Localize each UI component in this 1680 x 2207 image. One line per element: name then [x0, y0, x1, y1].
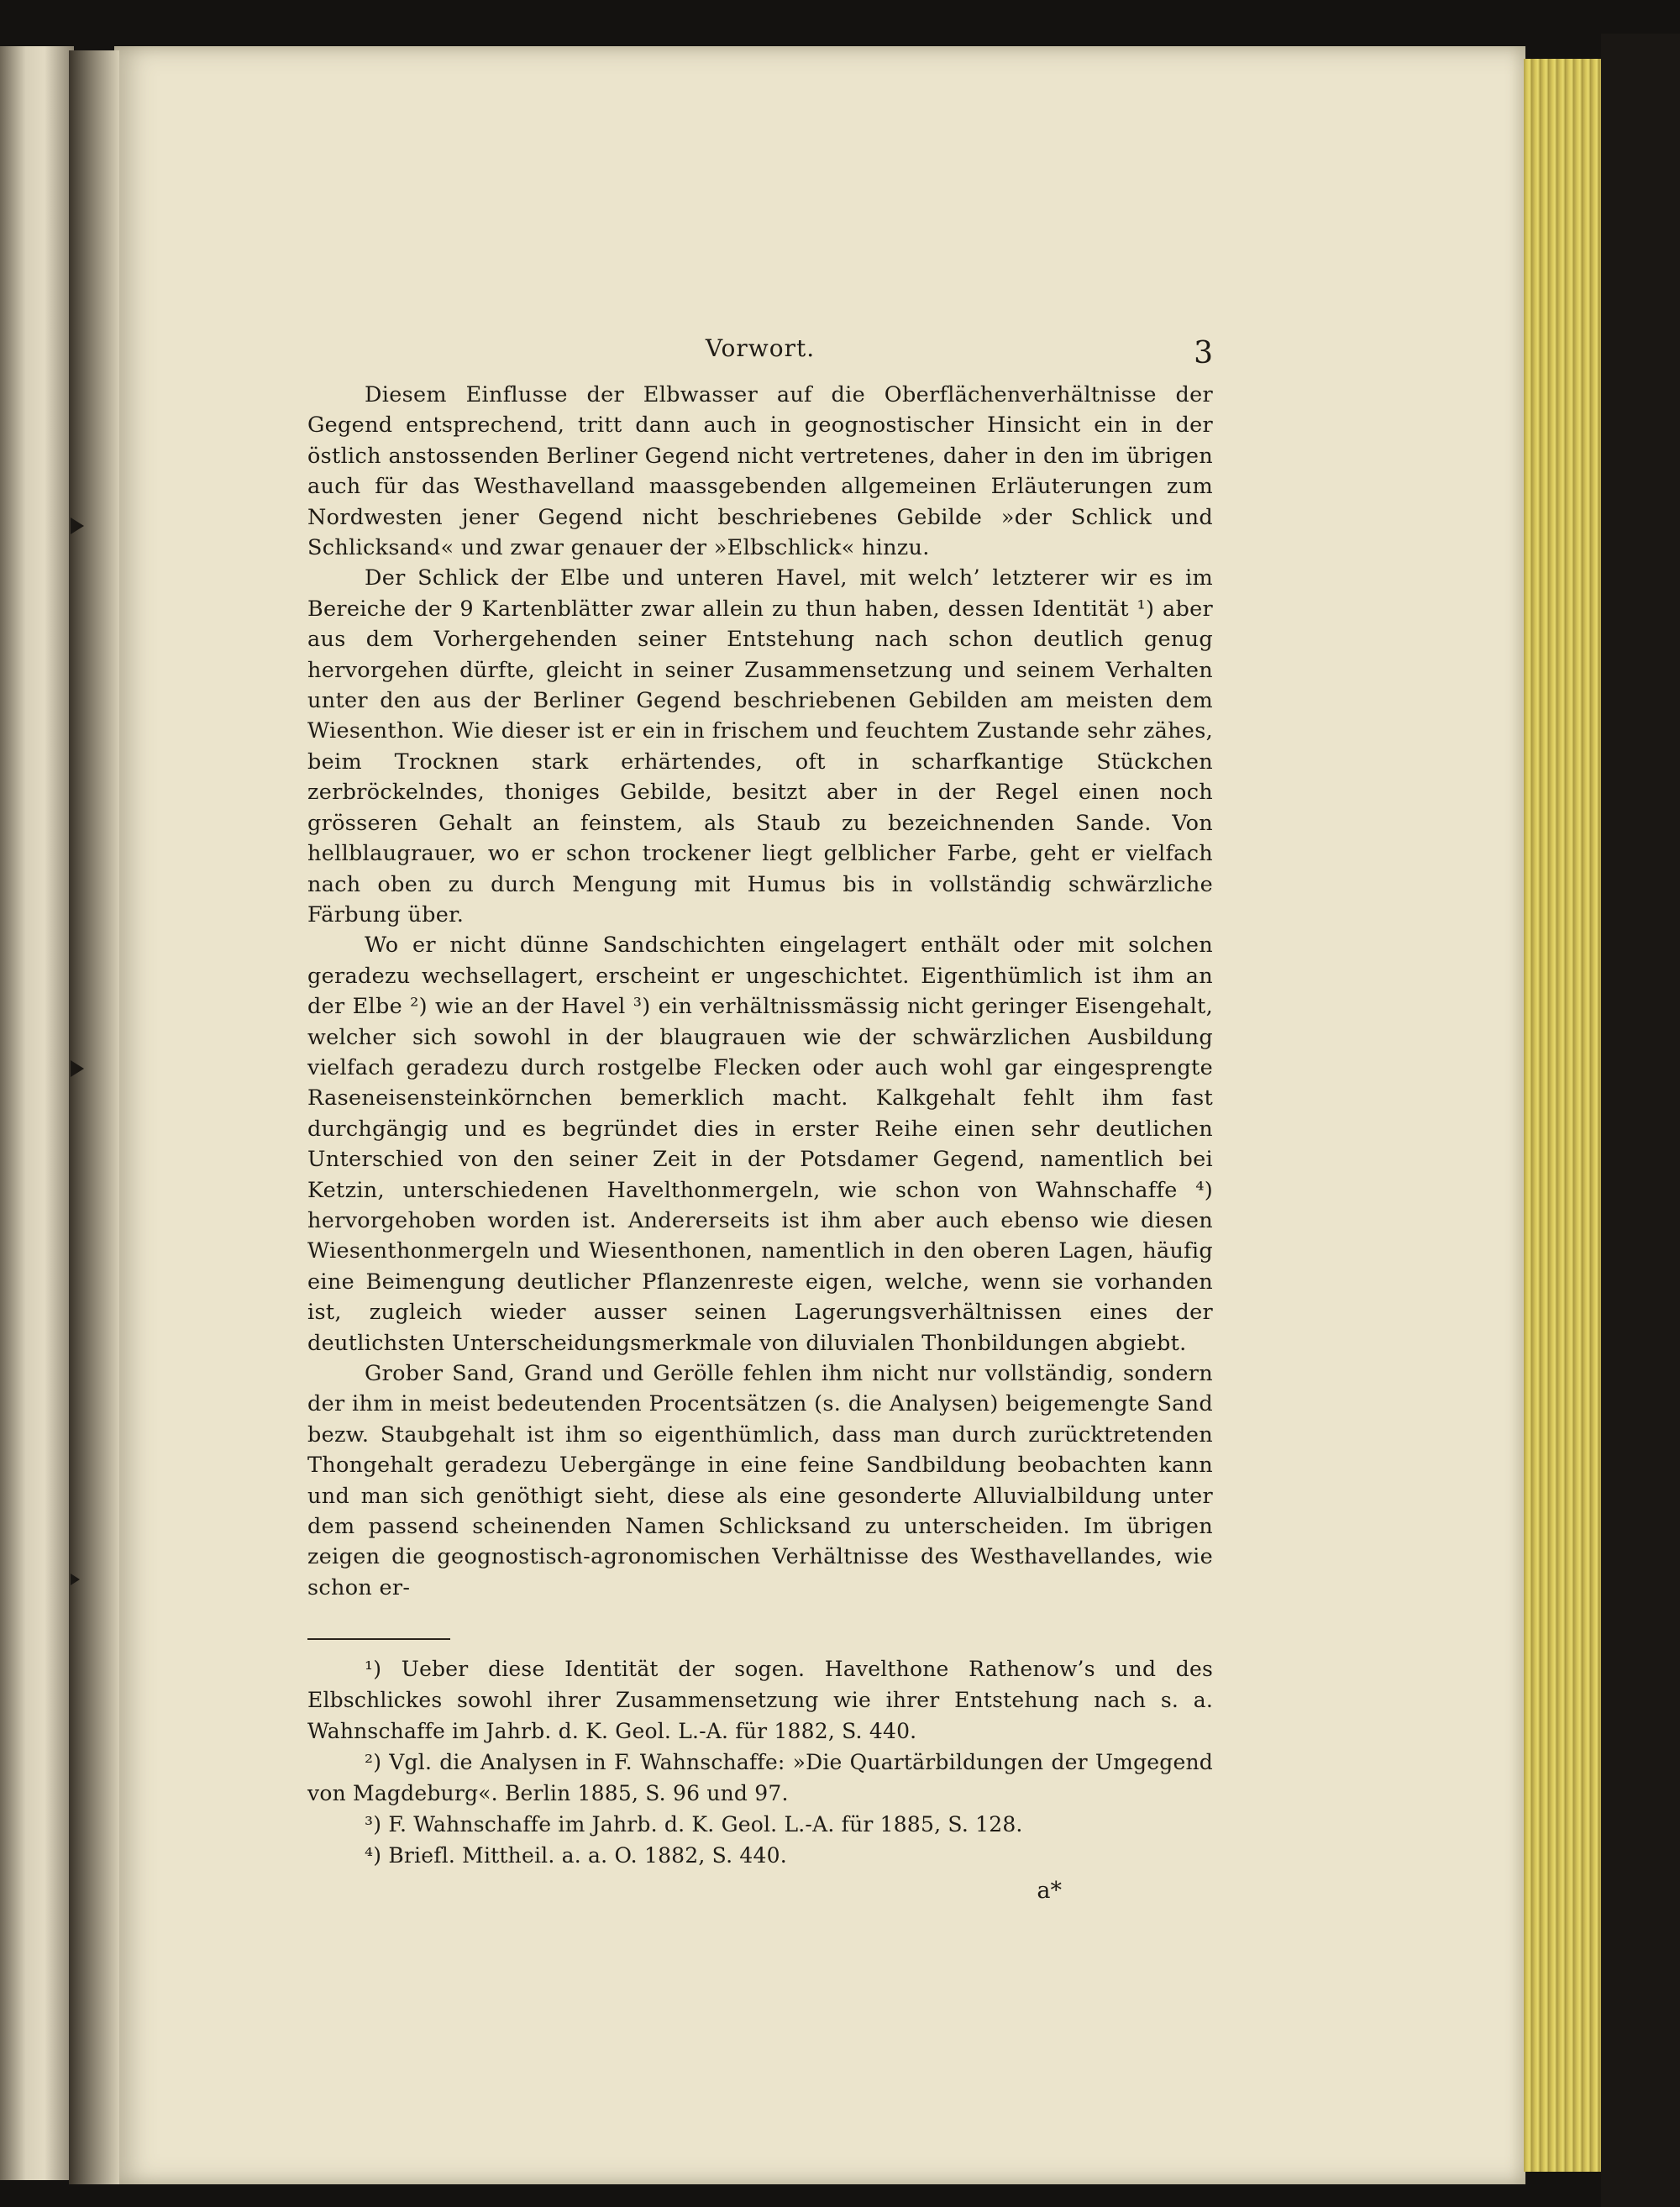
page-text	[307, 334, 1213, 1904]
footnote: ³) F. Wahnschaffe im Jahrb. d. K. Geol. L.-A. für 1885, S. 128.	[365, 1812, 1023, 1837]
footnote: ⁴) Briefl. Mittheil. a. a. O. 1882, S. 440.	[365, 1843, 787, 1868]
footnote: ²) Vgl. die Analysen in F. Wahnschaffe: »Die Quartärbildungen der Umgegend von Magdeburg«. Berlin 1885, S. 96 und 97.	[307, 1750, 1213, 1806]
page-header	[307, 334, 1213, 368]
body-paragraph: Der Schlick der Elbe und unteren Havel, mit welch’ letzterer wir es im Bereiche der 9 Kartenblätter zwar allein zu thun haben, dessen Identität ¹) aber aus dem Vorhergehenden seiner Entstehung nach schon deutlich genug hervorgehen dürfte, gleicht in seiner Zusammensetzung und seinem Verhalten unter den aus der Berliner Gegend beschriebenen Gebilden am meisten dem Wiesenthon. Wie dieser ist er ein in frischem und feuchtem Zustande sehr zähes, beim Trocknen stark erhärtendes, oft in scharfkantige Stückchen zerbröckelndes, thoniges Gebilde, besitzt aber in der Regel einen noch grösseren Gehalt an feinstem, als Staub zu bezeichnenden Sande. Von hellblaugrauer, wo er schon trockener liegt gelblicher Farbe, geht er vielfach nach oben zu durch Mengung mit Humus bis in vollständig schwärzliche Färbung über.	[307, 565, 1213, 927]
signature-mark: a*	[1037, 1878, 1062, 1905]
book-gutter	[69, 50, 119, 2184]
margin-marker-icon	[71, 1574, 80, 1585]
book-cover-edge	[1601, 34, 1680, 2207]
footnote-divider	[307, 1638, 450, 1640]
margin-marker-icon	[71, 518, 84, 534]
page-edges	[1524, 59, 1604, 2172]
margin-marker-icon	[71, 1060, 84, 1077]
body-paragraph: Grober Sand, Grand und Gerölle fehlen ihm nicht nur vollständig, sondern der ihm in meist bedeutenden Procentsätzen (s. die Analysen) beigemengte Sand bezw. Staubgehalt ist ihm so eigenthümlich, dass man durch zurücktretenden Thongehalt geradezu Uebergänge in eine feine Sandbildung beobachten kann und man sich genöthigt sieht, diese als eine gesonderte Alluvialbildung unter dem passend scheinenden Namen Schlicksand zu unterscheiden. Im übrigen zeigen die geognostisch-agronomischen Verhältnisse des Westhavellandes, wie schon er-	[307, 1361, 1213, 1600]
previous-page-edge	[0, 46, 74, 2180]
body-paragraph: Diesem Einflusse der Elbwasser auf die Oberflächenverhältnisse der Gegend entsprechend, tritt dann auch in geognostischer Hinsicht ein in der östlich anstossenden Berliner Gegend nicht vertretenes, daher in den im übrigen auch für das Westhavelland maassgebenden allgemeinen Erläuterungen zum Nordwesten jener Gegend nicht beschriebenes Gebilde »der Schlick und Schlicksand« und zwar genauer der »Elbschlick« hinzu.	[307, 382, 1213, 561]
footnote: ¹) Ueber diese Identität der sogen. Havelthone Rathenow’s und des Elbschlickes sowohl ihrer Zusammensetzung wie ihrer Entstehung nach s. a. Wahnschaffe im Jahrb. d. K. Geol. L.-A. für 1882, S. 440.	[307, 1657, 1213, 1744]
running-head: Vorwort.	[705, 334, 816, 362]
body-paragraph: Wo er nicht dünne Sandschichten eingelagert enthält oder mit solchen geradezu wechsellagert, erscheint er ungeschichtet. Eigenthümlich ist ihm an der Elbe ²) wie an der Havel ³) ein verhältnissmässig nicht geringer Eisengehalt, welcher sich sowohl in der blaugrauen wie der schwärzlichen Ausbildung vielfach geradezu durch rostgelbe Flecken oder auch wohl gar eingesprengte Raseneisensteinkörnchen bemerklich macht. Kalkgehalt fehlt ihm fast durchgängig und es begründet dies in erster Reihe einen sehr deutlichen Unterschied von den seiner Zeit in der Potsdamer Gegend, namentlich bei Ketzin, unterschiedenen Havelthonmergeln, wie schon von Wahnschaffe ⁴) hervorgehoben worden ist. Andererseits ist ihm aber auch ebenso wie diesen Wiesenthonmergeln und Wiesenthonen, namentlich in den oberen Lagen, häufig eine Beimengung deutlicher Pflanzenreste eigen, welche, wenn sie vorhanden ist, zugleich wieder ausser seinen Lagerungsverhältnissen eines der deutlichsten Unterscheidungsmerkmale von diluvialen Thonbildungen abgiebt.	[307, 933, 1213, 1356]
page-number: 3	[1194, 336, 1213, 370]
